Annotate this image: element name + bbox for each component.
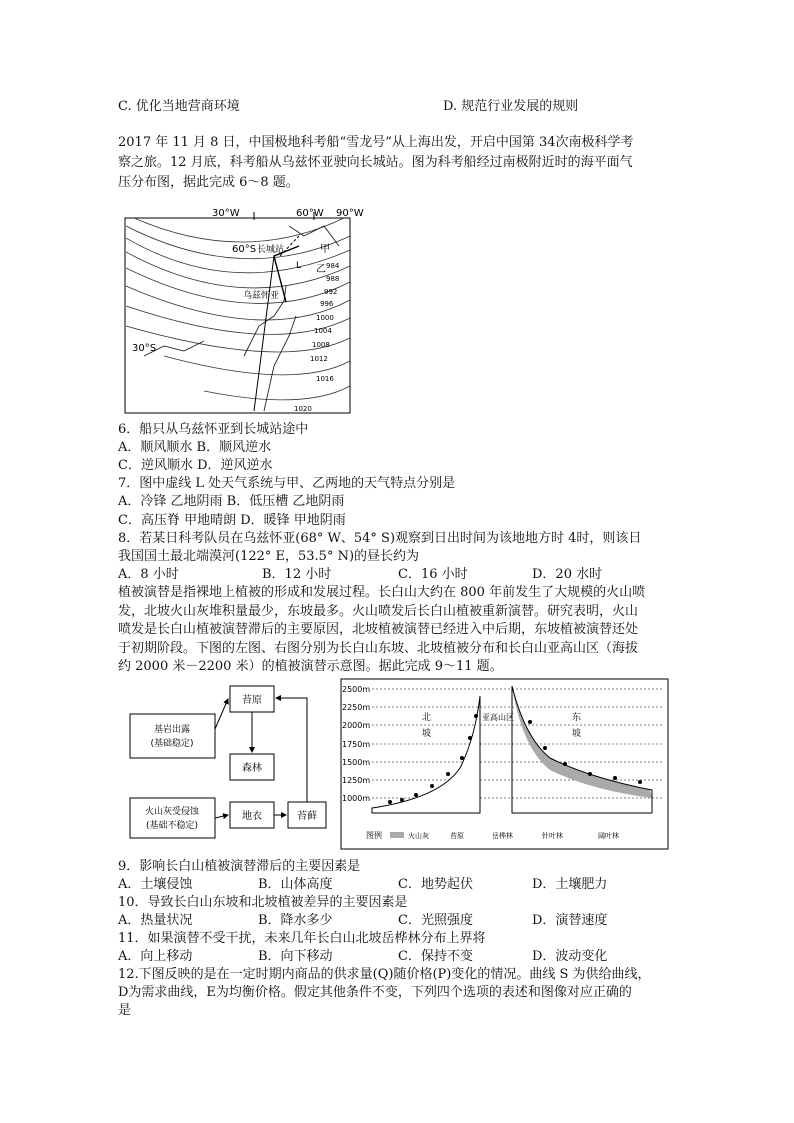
q10-b: B．降水多少 — [258, 913, 333, 928]
north-label-2: 坡 — [422, 729, 432, 739]
q12-line-2: D为需求曲线，E为均衡价格。假定其他条件不变，下列四个选项的表述和图像对应正确的 — [118, 985, 632, 1000]
place-station: 长城站 — [257, 245, 285, 255]
place-L: L — [296, 261, 302, 271]
east-label-2: 坡 — [572, 729, 582, 739]
legend-title: 图例 — [366, 831, 382, 840]
box-ash-1: 火山灰受侵蚀 — [144, 807, 200, 817]
lon-90w: 90°W — [336, 208, 364, 219]
q11-stem: 11．如果演替不受干扰，未来几年长白山北坡岳桦林分布上界将 — [118, 931, 486, 946]
intro-line-2: 察之旅。12 月底，科考船从乌兹怀亚驶向长城站。图为科考船经过南极附近时的海平面气 — [118, 155, 633, 170]
intro-line-1: 2017 年 11 月 8 日，中国极地科考船“雪龙号”从上海出发，开启中国第 34次南极科学考 — [118, 135, 634, 150]
intro2-line-5: 约 2000 米－2200 米）的植被演替示意图。据此完成 9～11 题。 — [118, 659, 503, 674]
q8-c: C．16 小时 — [398, 567, 468, 582]
q6-opts-2: C．逆风顺水 D．逆风逆水 — [118, 458, 273, 473]
lat-60s: 60°S — [232, 244, 257, 255]
q10-d: D．演替速度 — [532, 913, 608, 928]
legend-conifer: 针叶林 — [542, 832, 563, 840]
intro2-line-3: 喷发是长白山植被演替滞后的主要原因，北坡植被演替已经进入中后期，东坡植被演替还处 — [118, 622, 639, 637]
north-label-1: 北 — [422, 713, 432, 723]
place-ushuaia: 乌兹怀亚 — [243, 291, 280, 301]
box-bare-1: 基岩出露 — [153, 725, 191, 735]
svg-text:1020: 1020 — [294, 405, 312, 413]
svg-text:1016: 1016 — [316, 375, 334, 383]
box-lichen: 地衣 — [242, 811, 262, 822]
succession-flow-diagram — [128, 684, 328, 844]
q7-opts-2: C．高压脊 甲地晴朗 D．暖锋 甲地阴雨 — [118, 513, 346, 528]
q9-b: B．山体高度 — [258, 877, 333, 892]
svg-text:992: 992 — [324, 288, 338, 296]
svg-text:2250m: 2250m — [342, 703, 371, 712]
lon-60w: 60°W — [296, 208, 324, 219]
q11-a: A．向上移动 — [118, 949, 193, 964]
q10-a: A．热量状况 — [118, 913, 193, 928]
subalpine-label: 亚高山区 — [482, 713, 514, 722]
q6-stem: 6．船只从乌兹怀亚到长城站途中 — [118, 422, 309, 437]
q12-line-3: 是 — [118, 1003, 132, 1018]
intro2-line-4: 于初期阶段。下图的左图、右图分别为长白山东坡、北坡植被分布和长白山亚高山区（海拔 — [118, 641, 639, 656]
box-ash-2: (基础不稳定) — [145, 821, 199, 831]
q7-stem: 7．图中虚线 L 处天气系统与甲、乙两地的天气特点分别是 — [118, 476, 456, 491]
q11-d: D．波动变化 — [532, 949, 608, 964]
lat-30s: 30°S — [132, 343, 157, 354]
q8-b: B．12 小时 — [262, 567, 332, 582]
q11-b: B．向下移动 — [258, 949, 333, 964]
vegetation-profile — [340, 678, 670, 851]
box-forest: 森林 — [242, 763, 262, 774]
svg-text:2500m: 2500m — [342, 685, 371, 694]
svg-text:1008: 1008 — [312, 341, 330, 349]
lon-30w: 30°W — [212, 208, 240, 219]
option-c: C. 优化当地营商环境 — [118, 99, 240, 114]
legend-tundra: 苔原 — [450, 832, 464, 840]
svg-text:1750m: 1750m — [342, 740, 371, 749]
svg-text:996: 996 — [320, 300, 334, 308]
svg-text:1000m: 1000m — [342, 794, 371, 803]
q8-stem-2: 我国国土最北端漠河(122° E，53.5° N)的昼长约为 — [118, 549, 420, 564]
svg-text:988: 988 — [326, 275, 340, 283]
q11-c: C．保持不变 — [398, 949, 473, 964]
svg-text:1012: 1012 — [310, 355, 328, 363]
intro-line-3: 压分布图，据此完成 6～8 题。 — [118, 175, 299, 190]
pressure-map — [124, 206, 364, 416]
q8-a: A．8 小时 — [118, 567, 179, 582]
svg-text:2000m: 2000m — [342, 721, 371, 730]
box-moss: 苔藓 — [297, 811, 317, 822]
svg-text:1000: 1000 — [316, 314, 334, 322]
q8-stem-1: 8．若某日科考队员在乌兹怀亚(68° W、54° S)观察到日出时间为该地地方时 4时，则该日 — [118, 531, 642, 546]
legend-birch: 岳桦林 — [492, 832, 513, 840]
q9-c: C．地势起伏 — [398, 877, 473, 892]
q9-stem: 9．影响长白山植被演替滞后的主要因素是 — [118, 859, 361, 874]
q6-opts-1: A．顺风顺水 B．顺风逆水 — [118, 440, 272, 455]
svg-text:1500m: 1500m — [342, 758, 371, 767]
q7-opts-1: A．冷锋 乙地阴雨 B．低压槽 乙地阴雨 — [118, 494, 345, 509]
q10-c: C．光照强度 — [398, 913, 473, 928]
box-bare-2: (基础稳定) — [150, 739, 194, 749]
svg-text:984: 984 — [326, 262, 340, 270]
q10-stem: 10．导致长白山东坡和北坡植被差异的主要因素是 — [118, 895, 408, 910]
svg-text:1250m: 1250m — [342, 776, 371, 785]
q9-d: D．土壤肥力 — [532, 877, 608, 892]
option-d: D. 规范行业发展的规则 — [443, 99, 579, 114]
svg-text:1004: 1004 — [314, 327, 332, 335]
intro2-line-2: 发，北坡火山灰堆积量最少，东坡最多。火山喷发后长白山植被重新演替。研究表明，火山 — [118, 604, 639, 619]
legend-ash-swatch — [390, 832, 404, 838]
place-jia: 甲 — [320, 244, 330, 255]
east-label-1: 东 — [572, 713, 582, 723]
legend-ash: 火山灰 — [408, 832, 429, 840]
q9-a: A．土壤侵蚀 — [118, 877, 193, 892]
legend-broadleaf: 阔叶林 — [598, 832, 619, 840]
q8-d: D．20 水时 — [532, 567, 603, 582]
box-moss-grass: 苔原 — [242, 695, 262, 706]
q12-line-1: 12.下图反映的是在一定时期内商品的供求量(Q)随价格(P)变化的情况。曲线 S 为供给曲线， — [118, 967, 651, 982]
place-yi: 乙 — [316, 264, 326, 275]
intro2-line-1: 植被演替是指裸地上植被的形成和发展过程。长白山大约在 800 年前发生了大规模的火山喷 — [118, 585, 646, 600]
